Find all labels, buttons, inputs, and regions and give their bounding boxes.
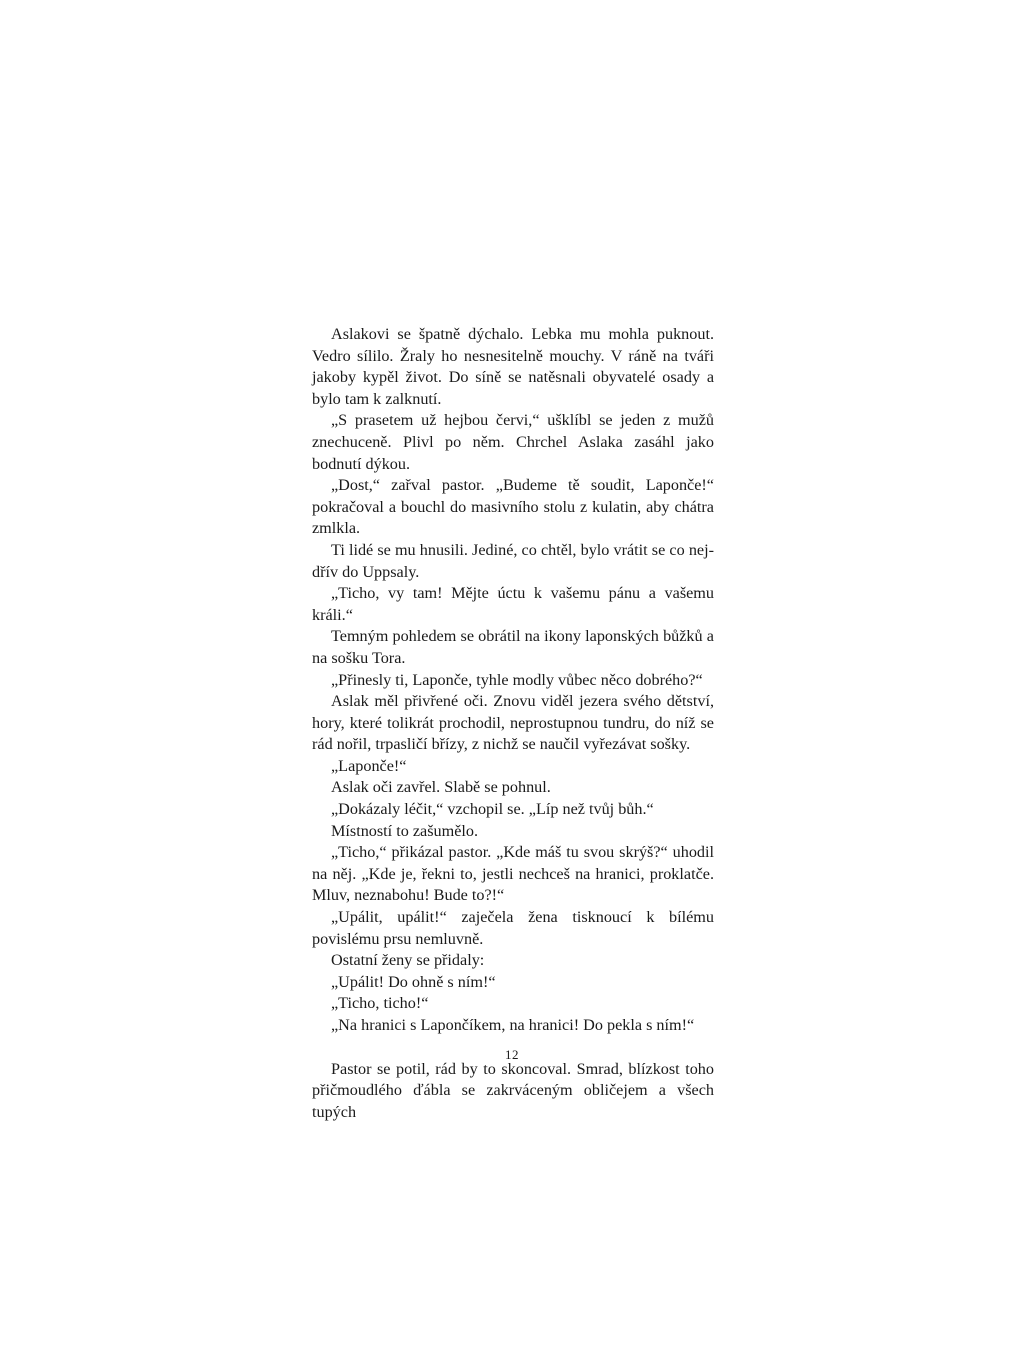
paragraph: „Na hranici s Lapončíkem, na hranici! Do pekla s ním!“ [331,1016,695,1034]
paragraph: Temným pohledem se obrátil na ikony laponských bůžků a na sošku Tora. [312,627,714,667]
paragraph: Aslak oči zavřel. Slabě se pohnul. [331,778,551,797]
paragraph: Místností to zašumělo. [331,821,479,840]
page-number: 12 [505,1047,519,1062]
paragraph: Aslak měl přivřené oči. Znovu viděl jezera svého dětství, hory, které tolikrát prochodil, neprostupnou tundru, do níž se rád nořil, trpasličí břízy, z nichž se naučil vyřezávat sošky. [312,692,714,754]
paragraph: „Dokázaly léčit,“ vzchopil se. „Líp než tvůj bůh.“ [331,800,654,819]
paragraph: „Upálit! Do ohně s ním!“ [331,972,496,991]
paragraph: „Přinesly ti, Laponče, tyhle modly vůbec něco dobrého?“ [331,670,703,689]
paragraph: „Ticho, vy tam! Mějte úctu k vašemu pánu a vašemu králi.“ [312,584,714,624]
paragraph: Ostatní ženy se přidaly: [331,951,485,970]
paragraph: „Ticho, ticho!“ [331,994,429,1013]
paragraph: „S prasetem už hejbou červi,“ ušklíbl se jeden z mužů znechuceně. Plivl po něm. Chrchel Aslaka zasáhl jako bodnutí dýkou. [312,411,714,473]
paragraph: Pastor se potil, rád by to skoncoval. Smrad, blízkost toho přičmoudlého ďábla se zakrváceným obličejem a všech tupých [312,1059,714,1121]
paragraph: „Upálit, upálit!“ zaječela žena tisknoucí k bílému povislému prsu nemluvně. [312,908,714,948]
paragraph: Ti lidé se mu hnusili. Jediné, co chtěl, bylo vrátit se co nejdřív do Uppsaly. [312,540,714,581]
paragraph: Aslakovi se špatně dýchalo. Lebka mu mohla puknout. Vedro sílilo. Žraly ho nesnesitelně mouchy. V ráně na tváři jakoby kypěl život. Do síně se natěsnali obyvatelé osady a bylo tam k zalknutí. [312,325,714,408]
body-text [312,324,714,1123]
paragraph: „Dost,“ zařval pastor. „Budeme tě soudit, Laponče!“ pokračoval a bouchl do masivního stolu z kulatin, aby chátra zmlkla. [312,476,714,538]
paragraph: „Laponče!“ [331,756,407,775]
paragraph: „Ticho,“ přikázal pastor. „Kde máš tu svou skrýš?“ uhodil na něj. „Kde je, řekni to, jestli nechceš na hranici, proklatče. Mluv, neznabohu! Bude to?!“ [312,843,714,905]
